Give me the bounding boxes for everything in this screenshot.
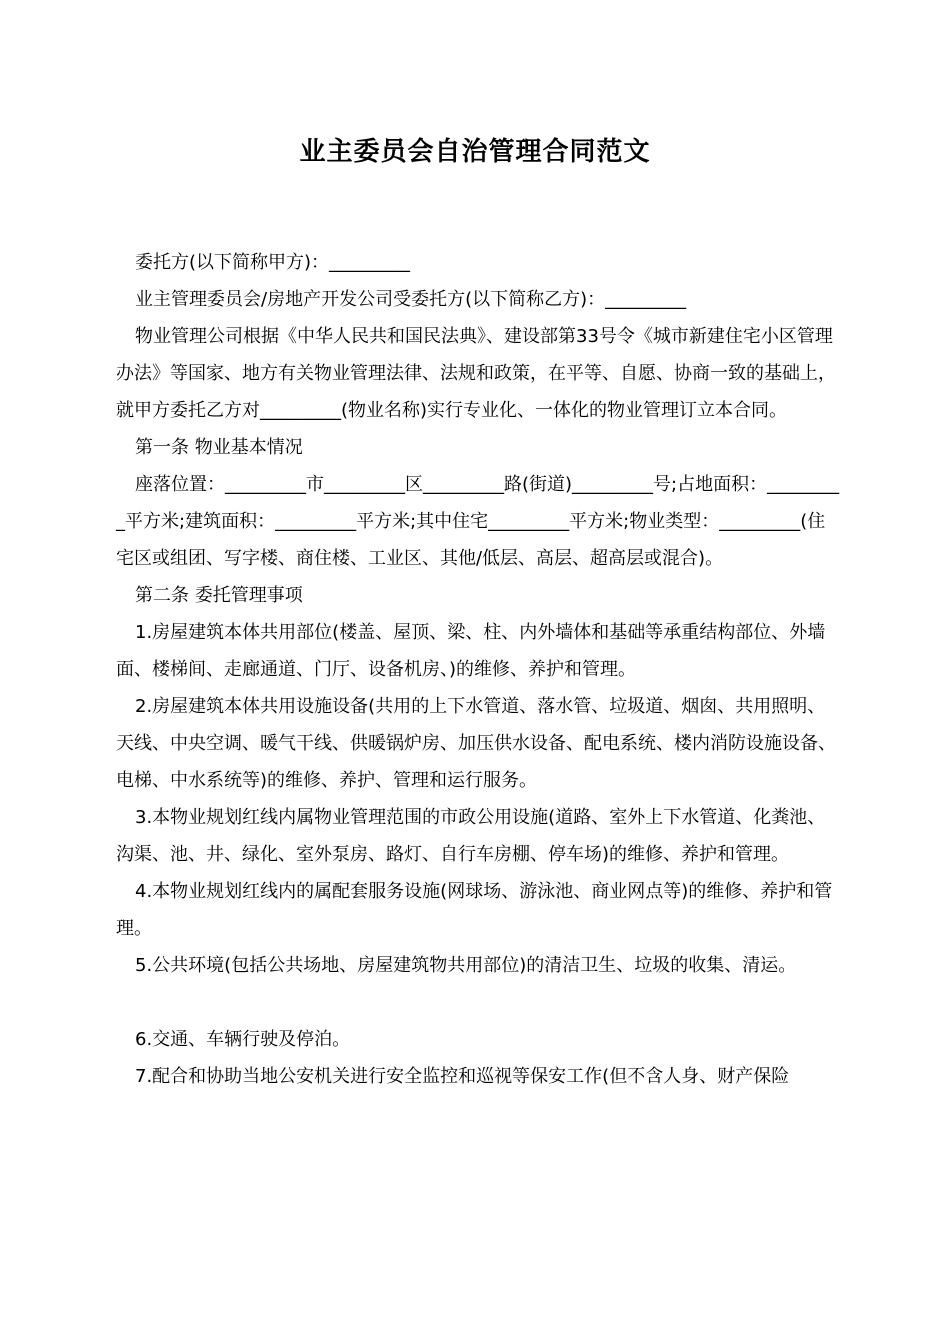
article-2-heading: 第二条 委托管理事项 xyxy=(135,585,303,606)
item-1-paragraph: 1.房屋建筑本体共用部位(楼盖、屋顶、梁、柱、内外墙体和基础等承重结构部位、外墙面、楼梯间、走廊通道、门厅、设备机房、)的维修、养护和管理。 xyxy=(116,622,826,680)
article-1-heading: 第一条 物业基本情况 xyxy=(135,437,303,458)
item-5-paragraph: 5.公共环境(包括公共场地、房屋建筑物共用部位)的清洁卫生、垃圾的收集、清运。 xyxy=(135,955,797,976)
preamble-paragraph: 物业管理公司根据《中华人民共和国民法典》、建设部第33号令《城市新建住宅小区管理办法》等国家、地方有关物业管理法律、法规和政策，在平等、自愿、协商一致的基础上，就甲方委托乙方对_________(物业名称)实行专业化、一体化的物业管理订立本合同。 xyxy=(116,326,836,421)
item-6-paragraph: 6.交通、车辆行驶及停泊。 xyxy=(135,1029,351,1050)
item-3-paragraph: 3.本物业规划红线内属物业管理范围的市政公用设施(道路、室外上下水管道、化粪池、沟渠、池、井、绿化、室外泵房、路灯、自行车房棚、停车场)的维修、养护和管理。 xyxy=(116,807,826,865)
document-body xyxy=(116,244,840,1095)
item-2-paragraph: 2.房屋建筑本体共用设施设备(共用的上下水管道、落水管、垃圾道、烟囱、共用照明、天线、中央空调、暖气干线、供暖锅炉房、加压供水设备、配电系统、楼内消防设施设备、电梯、中水系统等)的维修、养护、管理和运行服务。 xyxy=(116,696,836,791)
property-info-paragraph: 座落位置：_________市_________区_________路(街道)_________号;占地面积：_________平方米;建筑面积：_________平方米;其中住宅_________平方米;物业类型：_________(住宅区或组团、写字楼、商住楼、工业区、其他/低层、高层、超高层或混合)。 xyxy=(116,474,840,569)
party-b-line: 业主管理委员会/房地产开发公司受委托方(以下简称乙方)：_________ xyxy=(135,289,687,310)
item-7-paragraph: 7.配合和协助当地公安机关进行安全监控和巡视等保安工作(但不含人身、财产保险 xyxy=(135,1066,790,1087)
page-title: 业主委员会自治管理合同范文 xyxy=(299,137,651,167)
party-a-line: 委托方(以下简称甲方)：_________ xyxy=(135,252,411,273)
item-4-paragraph: 4.本物业规划红线内的属配套服务设施(网球场、游泳池、商业网点等)的维修、养护和管理。 xyxy=(116,881,833,939)
paragraph-spacer xyxy=(116,984,840,1021)
